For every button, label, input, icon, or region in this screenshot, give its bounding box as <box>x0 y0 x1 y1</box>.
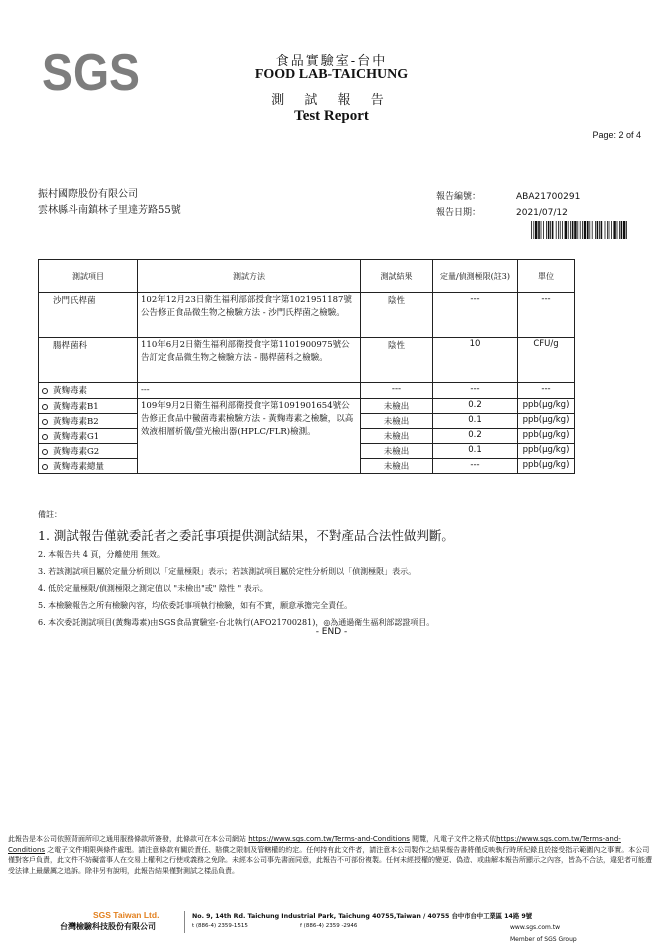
row-method: 102年12月23日衛生福利部部授食字第1021951187號公告修正食品微生物之檢驗方法 - 沙門氏桿菌之檢驗。 <box>138 293 361 338</box>
barcode-bar <box>605 221 606 239</box>
barcode-bar <box>626 221 627 239</box>
circle-mark-icon <box>42 449 48 455</box>
footer-website[interactable]: www.sgs.com.tw <box>510 924 561 931</box>
barcode-bar <box>568 221 569 239</box>
barcode-bar <box>601 221 603 239</box>
barcode-bar <box>574 221 576 239</box>
row-limit: 10 <box>433 338 518 383</box>
report-date-label: 報告日期： <box>436 208 482 218</box>
row-result: 陰性 <box>361 293 433 338</box>
barcode-bar <box>552 221 554 239</box>
row-limit: --- <box>433 293 518 338</box>
client-address: 雲林縣斗南鎮林子里達芳路55號 <box>38 205 181 216</box>
barcode-bar <box>597 221 599 239</box>
row-item <box>39 444 138 459</box>
lab-name-english: FOOD LAB-TAICHUNG <box>254 67 409 82</box>
barcode-bar <box>607 221 608 239</box>
row-method: --- <box>138 383 361 399</box>
row-item <box>39 399 138 414</box>
row-limit: 0.1 <box>433 414 518 429</box>
row-item-label: 黃麴毒素總量 <box>53 462 105 472</box>
header-result: 測試結果 <box>361 260 433 293</box>
barcode-bar <box>556 221 557 239</box>
barcode <box>531 221 627 239</box>
barcode-bar <box>611 221 612 239</box>
header-unit: 單位 <box>518 260 575 293</box>
footer-brand-chinese: 台灣檢驗科技股份有限公司 <box>60 921 156 931</box>
circle-mark-icon <box>42 464 48 470</box>
barcode-bar <box>535 221 537 239</box>
circle-mark-icon <box>42 404 48 410</box>
legal-disclaimer <box>8 834 656 876</box>
footer-divider <box>184 911 185 933</box>
client-name: 振村國際股份有限公司 <box>38 189 138 200</box>
row-unit: --- <box>518 383 575 399</box>
footer-address: No. 9, 14th Rd. Taichung Industrial Park, Taichung 40755,Taiwan / 40755 台中市台中工業區 14路 9號 <box>192 913 533 920</box>
row-result: 未檢出 <box>361 444 433 459</box>
circle-mark-icon <box>42 434 48 440</box>
note-item: 2. 本報告共 4 頁，分離使用 無效。 <box>38 550 165 559</box>
report-title-english: Test Report <box>294 108 369 124</box>
row-limit: 0.2 <box>433 429 518 444</box>
barcode-bar <box>538 221 540 239</box>
disclaimer-text-3: 之電子文件期限與條件處理。請注意條款有關於責任、賠償之限制及管轄權的約定。任何持有此文件者，請注意本公司製作之結果報告書將僅反映執行時所紀錄且於接受指示範圍內之事實。本公司僅對客戶負責，此文件不妨礙當事人在交易上權利之行使或義務之免除。未經本公司事先書面同意，此報告不可部份複製。任何未經授權的變更、偽造、或曲解本報告所顯示之內容，皆為不合法，違犯者可能遭受法律上最嚴厲之追訴。除非另有說明，此報告結果僅對測試之樣品負責。 <box>8 845 652 875</box>
note-item: 4. 低於定量極限/偵測極限之測定值以 "未檢出"或" 陰性 " 表示。 <box>38 584 268 593</box>
row-result: 陰性 <box>361 338 433 383</box>
note-item: 5. 本檢驗報告之所有檢驗內容，均依委託事項執行檢驗，如有不實，願意承擔完全責任。 <box>38 601 353 610</box>
note-item: 6. 本次委託測試項目(黃麴毒素)由SGS食品實驗室-台北執行(AFO21700281)，◎為通過衛生福利部認證項目。 <box>38 618 435 627</box>
row-unit: ppb(μg/kg) <box>518 459 575 474</box>
barcode-bar <box>599 221 600 239</box>
barcode-bar <box>570 221 571 239</box>
header-method: 測試方法 <box>138 260 361 293</box>
row-item <box>39 414 138 429</box>
barcode-bar <box>580 221 581 239</box>
row-unit: ppb(μg/kg) <box>518 444 575 459</box>
barcode-bar <box>621 221 623 239</box>
footer-fax: f (886-4) 2359 -2946 <box>300 923 358 929</box>
row-method-aflatoxin: 109年9月2日衛生福利部衛授食字第1091901654號公告修正食品中黴菌毒素檢驗方法 - 黃麴毒素之檢驗，以高效液相層析儀/螢光檢出器(HPLC/FLR)檢測。 <box>138 399 361 474</box>
disclaimer-text-1: 此報告是本公司依照背面所印之通用服務條款所簽發，此條款可在本公司網站 <box>8 835 249 843</box>
barcode-bar <box>577 221 578 239</box>
barcode-bar <box>533 221 534 239</box>
terms-link[interactable]: https://www.sgs.com.tw/Terms-and-Conditions <box>248 835 410 843</box>
table-row <box>39 338 575 383</box>
row-method: 110年6月2日衛生福利部衛授食字第1101900975號公告訂定食品微生物之檢驗方法 - 腸桿菌科之檢驗。 <box>138 338 361 383</box>
footer-telephone: t (886-4) 2359-1515 <box>192 923 248 929</box>
barcode-bar <box>550 221 551 239</box>
barcode-bar <box>592 221 593 239</box>
circle-mark-icon <box>42 419 48 425</box>
row-unit: ppb(μg/kg) <box>518 414 575 429</box>
terms-link[interactable]: https://www.sgs.com.tw/Terms-and-Conditions <box>8 835 621 854</box>
row-item <box>39 383 138 399</box>
row-unit: ppb(μg/kg) <box>518 399 575 414</box>
barcode-bar <box>617 221 618 239</box>
barcode-bar <box>584 221 586 239</box>
row-unit: ppb(μg/kg) <box>518 429 575 444</box>
client-block <box>38 187 181 219</box>
row-item: 沙門氏桿菌 <box>39 293 138 338</box>
barcode-bar <box>543 221 544 239</box>
row-result: 未檢出 <box>361 399 433 414</box>
row-unit: --- <box>518 293 575 338</box>
row-result: 未檢出 <box>361 459 433 474</box>
note-item: 3. 若該測試項目屬於定量分析則以「定量極限」表示；若該測試項目屬於定性分析則以「偵測極限」表示。 <box>38 567 417 576</box>
barcode-bar <box>582 221 583 239</box>
report-title-chinese: 測 試 報 告 <box>271 93 392 108</box>
row-item-label: 黃麴毒素B1 <box>53 402 99 412</box>
results-table <box>38 259 575 474</box>
row-item <box>39 429 138 444</box>
footer-brand: SGS Taiwan Ltd. <box>93 910 160 920</box>
svg-text:SGS: SGS <box>42 48 140 94</box>
row-item: 腸桿菌科 <box>39 338 138 383</box>
row-limit: 0.1 <box>433 444 518 459</box>
report-number-label: 報告編號： <box>436 192 482 202</box>
row-limit: --- <box>433 459 518 474</box>
barcode-bar <box>565 221 567 239</box>
barcode-bar <box>609 221 610 239</box>
header-item: 測試項目 <box>39 260 138 293</box>
row-limit: 0.2 <box>433 399 518 414</box>
row-result: --- <box>361 383 433 399</box>
report-meta <box>436 189 580 221</box>
row-unit: CFU/g <box>518 338 575 383</box>
row-item <box>39 459 138 474</box>
barcode-bar <box>589 221 590 239</box>
barcode-bar <box>572 221 574 239</box>
row-item-label: 黃麴毒素G1 <box>53 432 100 442</box>
barcode-bar <box>619 221 620 239</box>
row-result: 未檢出 <box>361 429 433 444</box>
barcode-bar <box>548 221 550 239</box>
circle-mark-icon <box>42 388 48 394</box>
barcode-bar <box>531 221 532 239</box>
footer-member-note: Member of SGS Group <box>510 936 577 943</box>
header-limit: 定量/偵測極限(註3) <box>433 260 518 293</box>
row-limit: --- <box>433 383 518 399</box>
barcode-bar <box>546 221 547 239</box>
barcode-bar <box>562 221 563 239</box>
barcode-bar <box>623 221 625 239</box>
table-row <box>39 399 575 414</box>
row-item-label: 黃麴毒素B2 <box>53 417 99 427</box>
report-date: 2021/07/12 <box>516 208 568 218</box>
table-row <box>39 383 575 399</box>
notes-heading: 備註： <box>38 510 62 519</box>
barcode-bar <box>613 221 615 239</box>
barcode-bar <box>587 221 589 239</box>
row-item-label: 黃麴毒素G2 <box>53 447 100 457</box>
table-header-row <box>39 260 575 293</box>
lab-name-chinese: 食品實驗室-台中 <box>275 54 388 69</box>
notes-section <box>38 509 454 634</box>
barcode-bar <box>560 221 561 239</box>
barcode-bar <box>558 221 559 239</box>
note-item: 1. 測試報告僅就委託者之委託事項提供測試結果，不對產品合法性做判斷。 <box>38 528 454 543</box>
barcode-bar <box>541 221 542 239</box>
page-number: Page: 2 of 4 <box>592 130 641 140</box>
row-item-label: 黃麴毒素 <box>53 386 88 396</box>
disclaimer-text-2: 閱覽，凡電子文件之格式依 <box>409 835 497 843</box>
end-marker: - END - <box>315 627 348 637</box>
barcode-bar <box>595 221 596 239</box>
report-number: ABA21700291 <box>516 192 581 202</box>
table-row <box>39 293 575 338</box>
row-result: 未檢出 <box>361 414 433 429</box>
